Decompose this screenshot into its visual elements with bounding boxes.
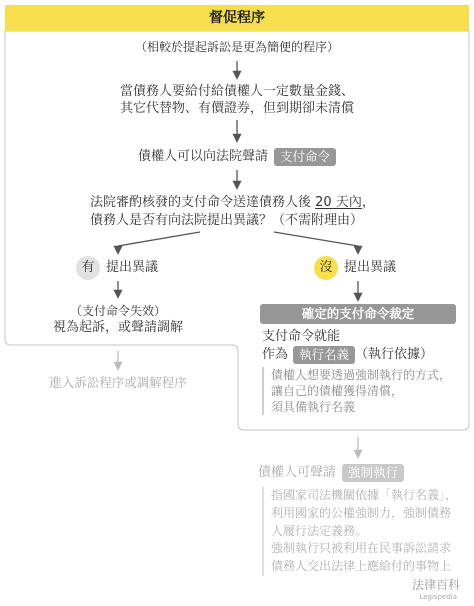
final-order-line-2-suffix: （執行依據） <box>355 347 434 362</box>
litigation-next-step: 進入訴訟程序或調解程序 <box>49 375 187 390</box>
enforcement-title-note <box>262 367 451 415</box>
compulsory-enforcement-badge: 強制執行 <box>342 464 404 482</box>
final-order-line-2 <box>262 346 433 364</box>
brand-name: 法律百科 <box>411 578 460 592</box>
deemed-lawsuit-text: 視為起訴，或聲請調解 <box>52 320 183 335</box>
enforcement-step <box>258 464 404 482</box>
final-order-line-2-prefix: 作為 <box>262 347 289 362</box>
enforcement-text: 債權人可聲請 <box>258 465 337 480</box>
definition-line: 債務人交出法律上應給付的事物上 <box>271 559 452 574</box>
deadline-text: 20 天內 <box>315 195 362 210</box>
condition-line-2: 其它代替物、有價證券，但到期卻未清償 <box>119 101 354 116</box>
no-objection-label: 提出異議 <box>344 260 397 275</box>
note-line: 債權人想要透過強制執行的方式， <box>271 368 452 382</box>
brand-subtitle: Legispedia <box>419 593 457 601</box>
objection-yes-marker: 有 <box>76 256 100 280</box>
objection-no-marker: 沒 <box>314 256 338 280</box>
condition-line-1: 當債務人要給付給債權人一定數量金錢、 <box>119 84 354 99</box>
enforcement-title-badge: 執行名義 <box>293 346 355 364</box>
intro-note: （相較於提起訴訟是更為簡便的程序） <box>134 40 339 54</box>
definition-line: 人履行法定義務。 <box>271 523 368 538</box>
note-line: 須具備執行名義 <box>271 400 356 414</box>
final-order-line-1: 支付命令就能 <box>262 329 341 344</box>
question-line-1-prefix: 法院審酌核發的支付命令送達債務人後 <box>90 195 316 210</box>
note-line: 讓自己的債權獲得清償， <box>271 384 404 398</box>
question-line-1-suffix: ， <box>361 195 375 210</box>
application-step <box>0 148 474 166</box>
objection-label: 提出異議 <box>106 260 159 275</box>
application-text: 債權人可以向法院聲請 <box>137 149 268 164</box>
definition-line: 利用國家的公權強制力，強制債務 <box>271 505 452 520</box>
payment-order-badge: 支付命令 <box>274 148 336 166</box>
final-order-box: 確定的支付命令裁定 <box>260 304 456 324</box>
question-line-1 <box>90 195 375 211</box>
order-invalid-note: （支付命令失效） <box>69 304 166 318</box>
branch-arrow-right <box>274 232 358 253</box>
question-line-2: 債務人是否有向法院提出異議？（不需附理由） <box>90 213 364 228</box>
page-title: 督促程序 <box>5 5 469 31</box>
branch-arrow-left <box>118 232 200 253</box>
definition-line: 指國家司法機關依據「執行名義」， <box>271 488 458 502</box>
definition-line: 強制執行只被利用在民事訴訟請求 <box>271 541 452 556</box>
enforcement-definition <box>262 487 457 576</box>
